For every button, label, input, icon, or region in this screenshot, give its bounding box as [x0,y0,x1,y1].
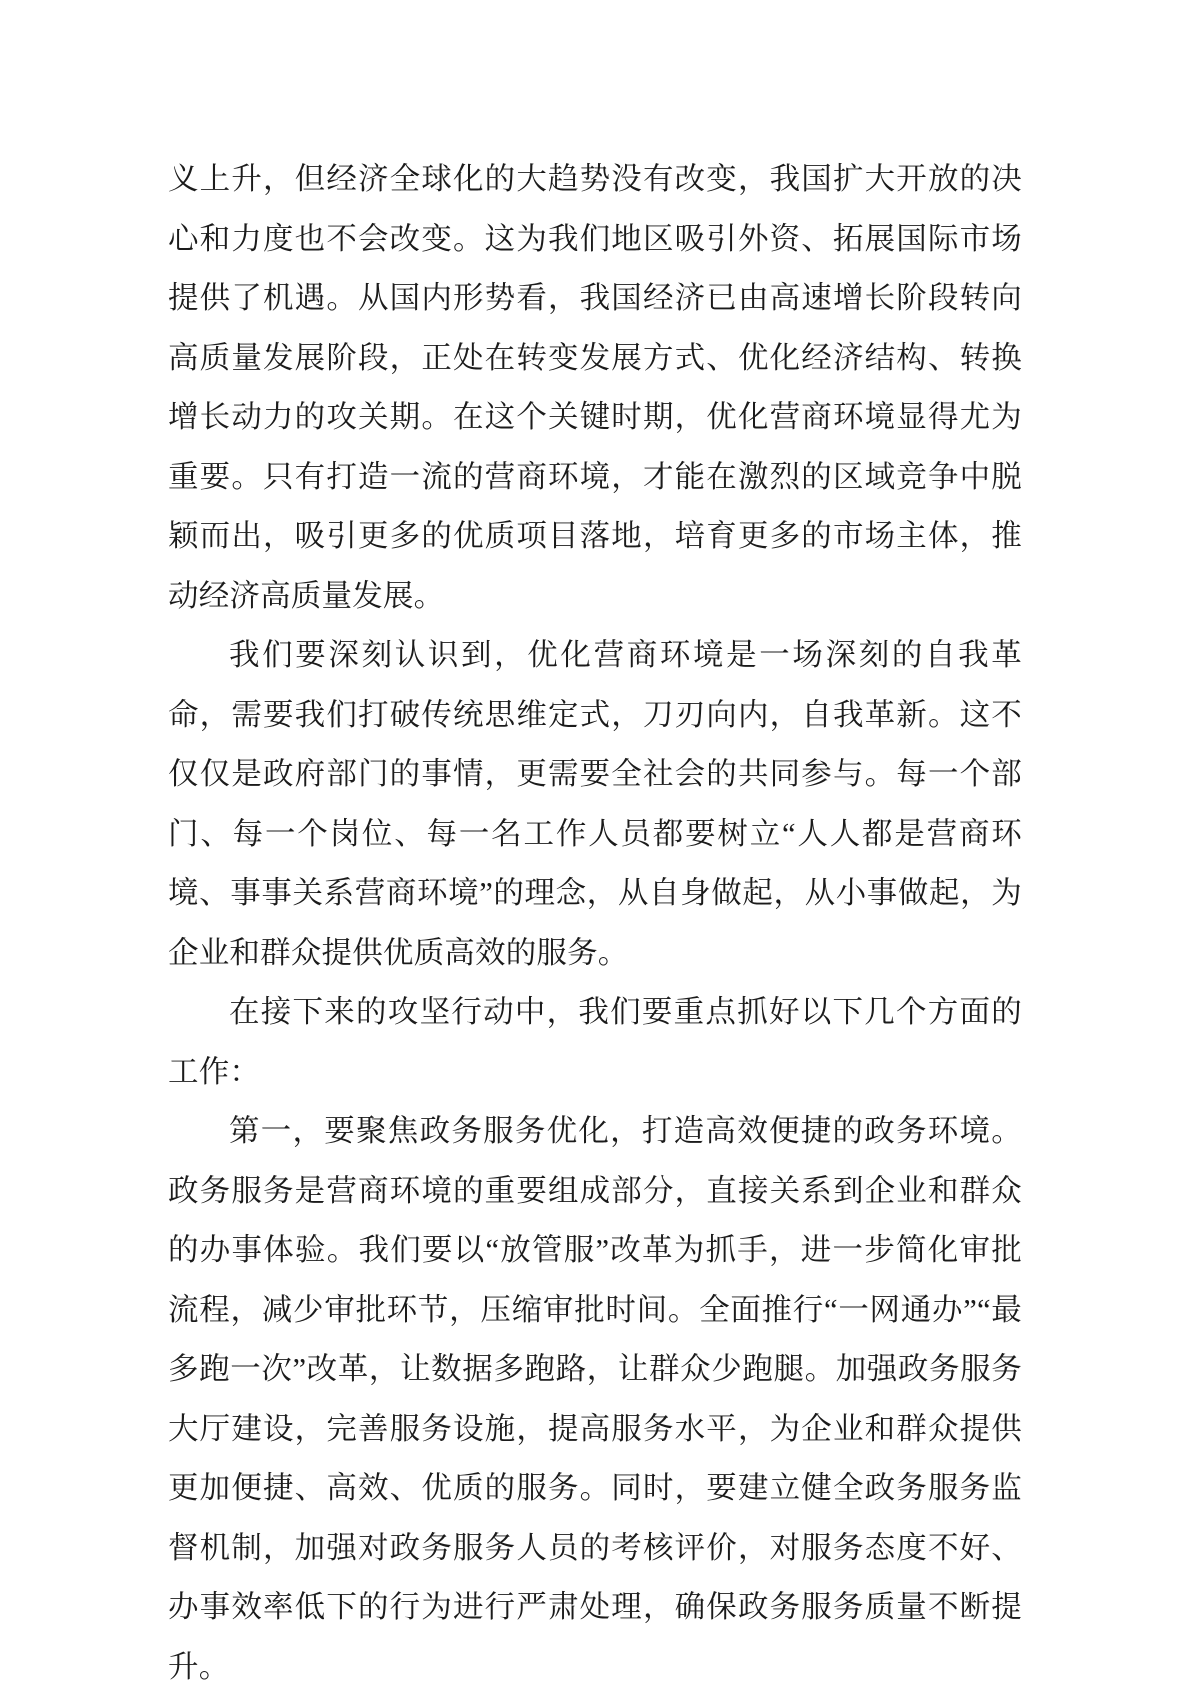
paragraph-1: 义上升，但经济全球化的大趋势没有改变，我国扩大开放的决心和力度也不会改变。这为我们地区吸引外资、拓展国际市场提供了机遇。从国内形势看，我国经济已由高速增长阶段转向高质量发展阶段，正处在转变发展方式、优化经济结构、转换增长动力的攻关期。在这个关键时期，优化营商环境显得尤为重要。只有打造一流的营商环境，才能在激烈的区域竞争中脱颖而出，吸引更多的优质项目落地，培育更多的市场主体，推动经济高质量发展。 [168,162,1022,613]
document-body [168,150,1022,1697]
paragraph-4: 第一，要聚焦政务服务优化，打造高效便捷的政务环境。政务服务是营商环境的重要组成部分，直接关系到企业和群众的办事体验。我们要以“放管服”改革为抓手，进一步简化审批流程，减少审批环节，压缩审批时间。全面推行“一网通办”“最多跑一次”改革，让数据多跑路，让群众少跑腿。加强政务服务大厅建设，完善服务设施，提高服务水平，为企业和群众提供更加便捷、高效、优质的服务。同时，要建立健全政务服务监督机制，加强对政务服务人员的考核评价，对服务态度不好、办事效率低下的行为进行严肃处理，确保政务服务质量不断提升。 [168,1114,1022,1684]
paragraph-3: 在接下来的攻坚行动中，我们要重点抓好以下几个方面的工作： [168,995,1022,1089]
paragraph-2: 我们要深刻认识到，优化营商环境是一场深刻的自我革命，需要我们打破传统思维定式，刀刃向内，自我革新。这不仅仅是政府部门的事情，更需要全社会的共同参与。每一个部门、每一个岗位、每一名工作人员都要树立“人人都是营商环境、事事关系营商环境”的理念，从自身做起，从小事做起，为企业和群众提供优质高效的服务。 [168,638,1022,970]
